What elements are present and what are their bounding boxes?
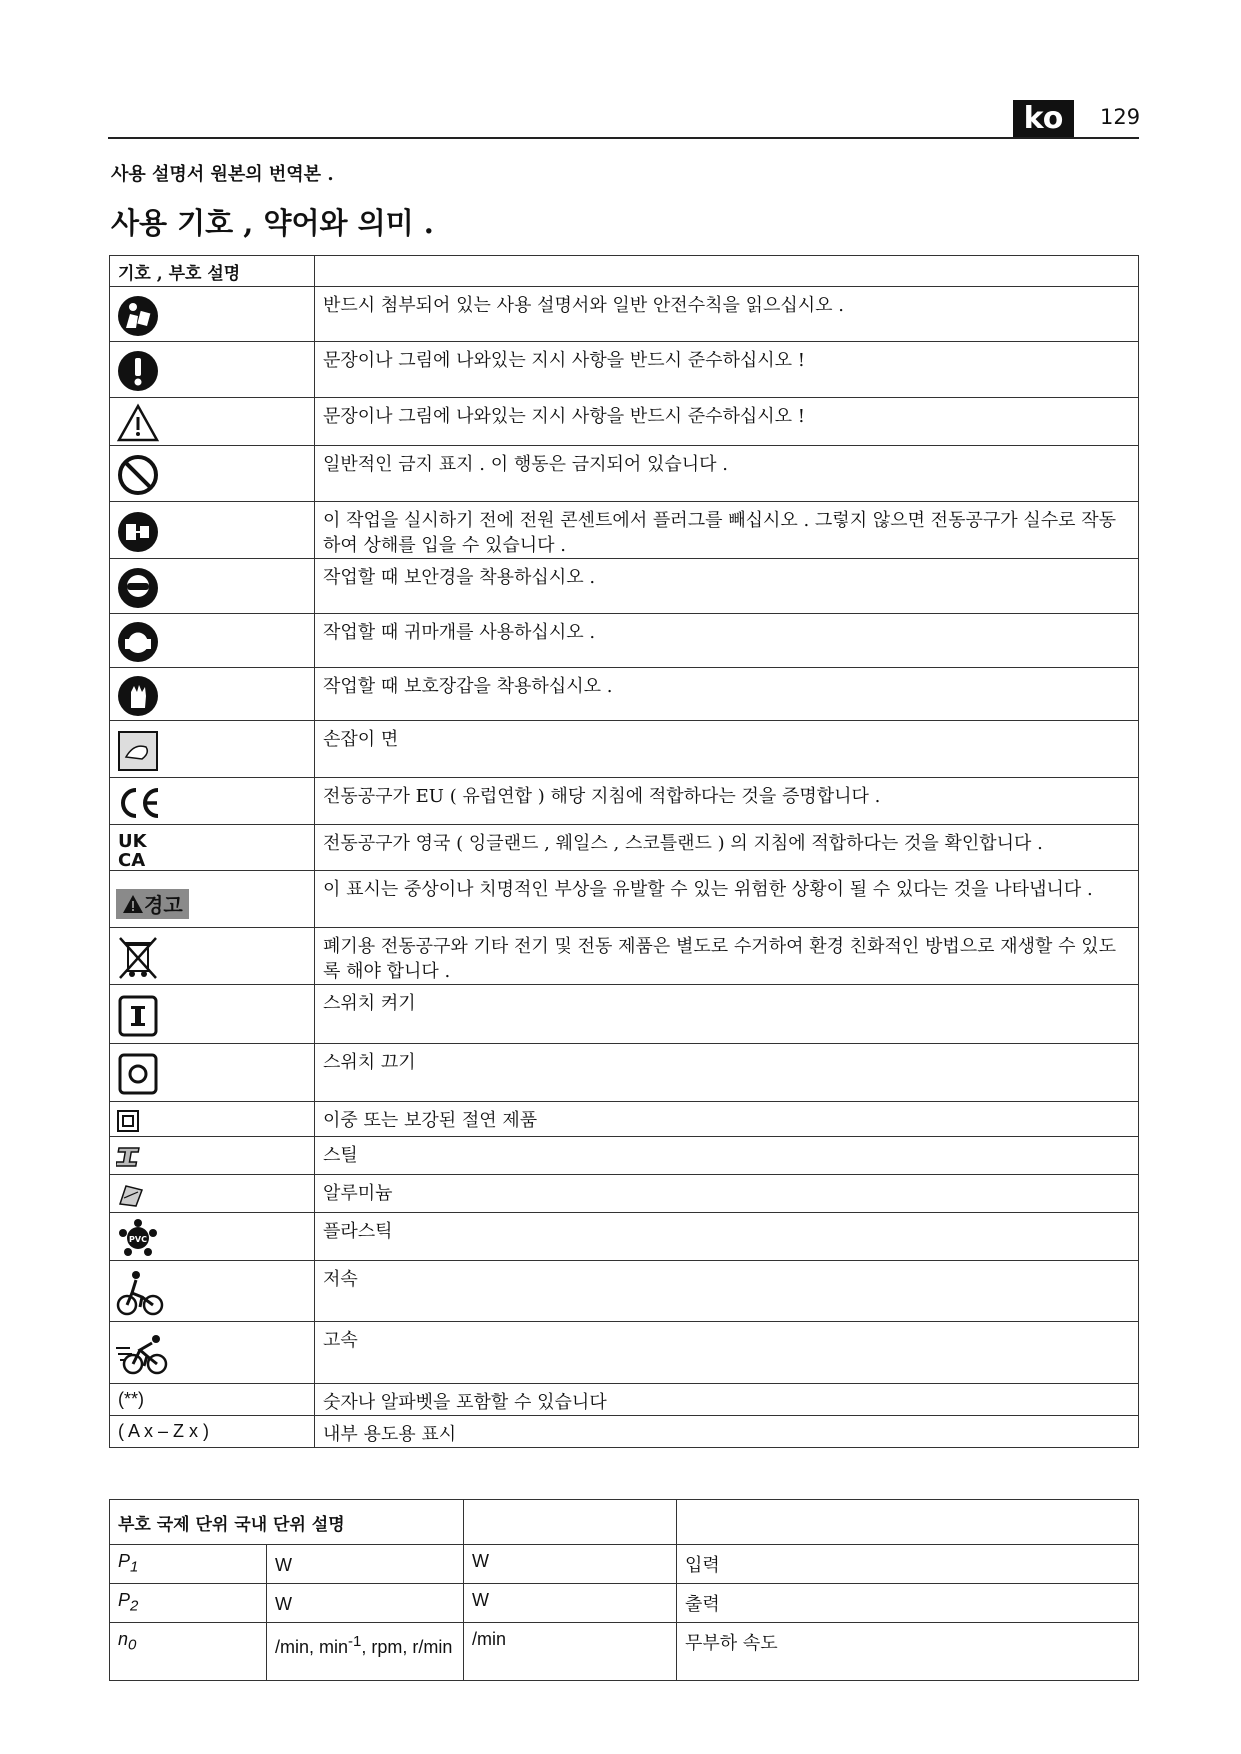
table-row [110, 1261, 1139, 1322]
symbol-description: 폐기용 전동공구와 기타 전기 및 전동 제품은 별도로 수거하여 환경 친화적인 방법으로 재생할 수 있도록 해야 합니다 . [315, 928, 1139, 985]
symbol-description: 내부 용도용 표시 [315, 1416, 1139, 1448]
table-row [110, 559, 1139, 614]
unplug-icon [110, 502, 315, 559]
double-insulation-icon [110, 1102, 315, 1137]
table-row [110, 1623, 1139, 1681]
symbol-description: 이 작업을 실시하기 전에 전원 콘센트에서 플러그를 빼십시오 . 그렇지 않으면 전동공구가 실수로 작동하여 상해를 입을 수 있습니다 . [315, 502, 1139, 559]
ukca-mark-icon [110, 825, 315, 871]
table-row [110, 778, 1139, 825]
ce-mark-icon [110, 778, 315, 825]
symbol-description: 숫자나 알파벳을 포함할 수 있습니다 [315, 1384, 1139, 1416]
symbol-description: 이중 또는 보강된 절연 제품 [315, 1102, 1139, 1137]
units-table [109, 1499, 1139, 1681]
ear-protection-icon [110, 614, 315, 668]
document-title: 사용 기호 , 약어와 의미 . [111, 206, 434, 240]
table-row [110, 1384, 1139, 1416]
table-row [110, 1416, 1139, 1448]
unit-symbol-subscript: 1 [130, 1558, 139, 1576]
symbol-description: 작업할 때 귀마개를 사용하십시오 . [315, 614, 1139, 668]
unit-description: 입력 [677, 1545, 1139, 1584]
table-row [110, 1102, 1139, 1137]
table-row [110, 1322, 1139, 1384]
symbol-label: ( A x – Z x ) [110, 1416, 315, 1448]
symbols-table-header [110, 256, 1139, 287]
hand-grip-icon [110, 721, 315, 778]
unit-international: W [275, 1594, 292, 1614]
high-speed-icon [110, 1322, 315, 1384]
aluminium-icon [110, 1175, 315, 1213]
prohibition-icon [110, 446, 315, 502]
unit-international-rest: , rpm, r/min [361, 1637, 453, 1657]
warning-badge-icon [110, 871, 315, 928]
symbol-description: 고속 [315, 1322, 1139, 1384]
table-row [110, 1584, 1139, 1623]
table-row [110, 825, 1139, 871]
plastic-pvc-icon [110, 1213, 315, 1261]
symbol-description: 저속 [315, 1261, 1139, 1322]
units-header-empty [464, 1500, 677, 1545]
symbol-description: 작업할 때 보호장갑을 착용하십시오 . [315, 668, 1139, 721]
symbol-description: 플라스틱 [315, 1213, 1139, 1261]
symbol-description: 문장이나 그림에 나와있는 지시 사항을 반드시 준수하십시오 ! [315, 398, 1139, 446]
symbol-description: 반드시 첨부되어 있는 사용 설명서와 일반 안전수칙을 읽으십시오 . [315, 287, 1139, 342]
weee-bin-icon [110, 928, 315, 985]
header-divider [108, 137, 1139, 139]
unit-national: W [464, 1584, 677, 1623]
symbol-label: (**) [110, 1384, 315, 1416]
language-badge: ko [1013, 100, 1074, 138]
table-row [110, 871, 1139, 928]
safety-goggles-icon [110, 559, 315, 614]
svg-text:CA: CA [118, 850, 146, 869]
symbol-description: 이 표시는 중상이나 치명적인 부상을 유발할 수 있는 위험한 상황이 될 수 있다는 것을 나타냅니다 . [315, 871, 1139, 928]
symbols-header-cell: 기호 , 부호 설명 [110, 256, 315, 287]
symbol-description: 전동공구가 EU ( 유럽연합 ) 해당 지침에 적합하다는 것을 증명합니다 . [315, 778, 1139, 825]
svg-text:UK: UK [118, 831, 147, 852]
switch-on-icon [110, 985, 315, 1044]
unit-national: W [464, 1545, 677, 1584]
switch-off-icon [110, 1044, 315, 1102]
symbol-description: 전동공구가 영국 ( 잉글랜드 , 웨일스 , 스코틀랜드 ) 의 지침에 적합하다는 것을 확인합니다 . [315, 825, 1139, 871]
table-row [110, 1175, 1139, 1213]
table-row [110, 614, 1139, 668]
table-row [110, 446, 1139, 502]
pvc-label: PVC [129, 1235, 147, 1244]
units-table-header [110, 1500, 1139, 1545]
read-manual-icon [110, 287, 315, 342]
low-speed-icon [110, 1261, 315, 1322]
symbol-description: 스위치 끄기 [315, 1044, 1139, 1102]
table-row [110, 1137, 1139, 1175]
mandatory-exclamation-icon [110, 342, 315, 398]
symbol-description: 문장이나 그림에 나와있는 지시 사항을 반드시 준수하십시오 ! [315, 342, 1139, 398]
symbol-description: 작업할 때 보안경을 착용하십시오 . [315, 559, 1139, 614]
symbol-description: 일반적인 금지 표지 . 이 행동은 금지되어 있습니다 . [315, 446, 1139, 502]
table-row [110, 985, 1139, 1044]
table-row [110, 1044, 1139, 1102]
table-row [110, 668, 1139, 721]
table-row [110, 1545, 1139, 1584]
steel-icon [110, 1137, 315, 1175]
symbol-description: 손잡이 면 [315, 721, 1139, 778]
gloves-icon [110, 668, 315, 721]
warning-triangle-icon [110, 398, 315, 446]
units-header-cell: 부호 국제 단위 국내 단위 설명 [110, 1500, 464, 1545]
table-row [110, 287, 1139, 342]
unit-international: /min, min [275, 1637, 349, 1657]
table-row [110, 342, 1139, 398]
unit-description: 무부하 속도 [677, 1623, 1139, 1681]
unit-symbol: P [118, 1590, 131, 1610]
unit-symbol-subscript: 2 [130, 1597, 139, 1615]
symbol-description: 알루미늄 [315, 1175, 1139, 1213]
warning-badge [116, 889, 189, 919]
unit-national: /min [464, 1623, 677, 1681]
unit-description: 출력 [677, 1584, 1139, 1623]
table-row [110, 721, 1139, 778]
table-row [110, 502, 1139, 559]
page-number: 129 [1100, 105, 1141, 129]
unit-symbol: P [118, 1551, 131, 1571]
unit-international: W [275, 1555, 292, 1575]
document-subtitle: 사용 설명서 원본의 번역본 . [111, 164, 334, 185]
unit-symbol: n [118, 1629, 129, 1649]
symbol-description: 스틸 [315, 1137, 1139, 1175]
table-row [110, 398, 1139, 446]
symbols-header-empty [315, 256, 1139, 287]
warning-badge-label: 경고 [144, 893, 183, 917]
table-row [110, 928, 1139, 985]
symbol-description: 스위치 켜기 [315, 985, 1139, 1044]
symbols-table [109, 255, 1139, 1448]
units-header-empty [677, 1500, 1139, 1545]
unit-symbol-subscript: 0 [128, 1636, 137, 1654]
table-row [110, 1213, 1139, 1261]
unit-superscript: -1 [348, 1633, 362, 1650]
